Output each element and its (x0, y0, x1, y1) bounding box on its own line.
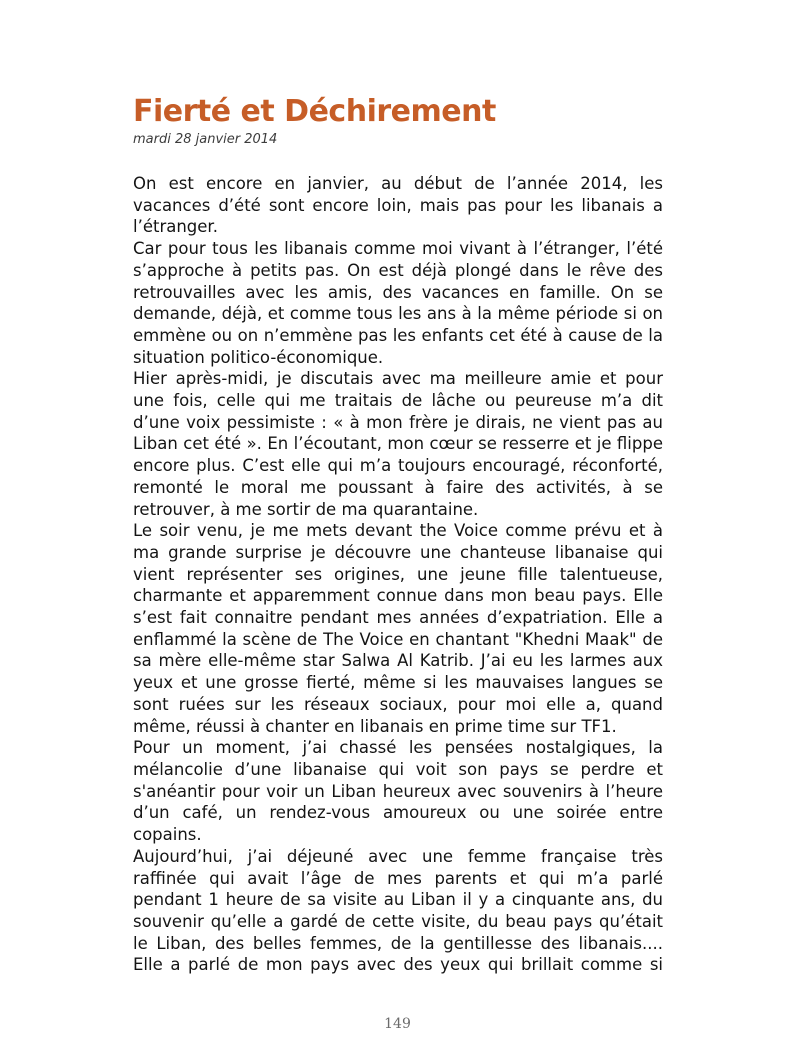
paragraph: On est encore en janvier, au début de l’année 2014, les vacances d’été sont encore loin, mais pas pour les libanais a l’étranger. (133, 174, 663, 237)
page-footer (0, 1013, 795, 1032)
article-content (133, 95, 663, 976)
paragraph: Aujourd’hui, j’ai déjeuné avec une femme française très raffinée qui avait l’âge de mes parents et qui m’a parlé pendant 1 heure de sa visite au Liban il y a cinquante ans, du souvenir qu’elle a gardé de cette visite, du beau pays qu’était le Liban, des belles femmes, de la gentillesse des libanais.... Elle a parlé de mon pays avec des yeux qui brillait comme si (133, 846, 663, 975)
paragraph: Le soir venu, je me mets devant the Voice comme prévu et à ma grande surprise je découvre une chanteuse libanaise qui vient représenter ses origines, une jeune fille talentueuse, charmante et apparemment connue dans mon beau pays. Elle s’est fait connaitre pendant mes années d’expatriation. Elle a enflammé la scène de The Voice en chantant "Khedni Maak" de sa mère elle-même star Salwa Al Katrib. J’ai eu les larmes aux yeux et une grosse fierté, même si les mauvaises langues se sont ruées sur les réseaux sociaux, pour moi elle a, quand même, réussi à chanter en libanais en prime time sur TF1. (133, 521, 663, 736)
article-body (133, 173, 663, 976)
paragraph: Hier après-midi, je discutais avec ma meilleure amie et pour une fois, celle qui me traitais de lâche ou peureuse m’a dit d’une voix pessimiste : « à mon frère je dirais, ne vient pas au Liban cet été ». En l’écoutant, mon cœur se resserre et je flippe encore plus. C’est elle qui m’a toujours encouragé, réconforté, remonté le moral me poussant à faire des activités, à se retrouver, à me sortir de ma quarantaine. (133, 369, 663, 519)
article-title: Fierté et Déchirement (133, 94, 496, 129)
page-number: 149 (384, 1016, 411, 1032)
article-date: mardi 28 janvier 2014 (133, 132, 278, 147)
paragraph: Pour un moment, j’ai chassé les pensées nostalgiques, la mélancolie d’une libanaise qui voit son pays se perdre et s'anéantir pour voir un Liban heureux avec souvenirs à l’heure d’un café, un rendez-vous amoureux ou une soirée entre copains. (133, 738, 663, 845)
article-header (133, 95, 663, 148)
paragraph: Car pour tous les libanais comme moi vivant à l’étranger, l’été s’approche à petits pas. On est déjà plongé dans le rêve des retrouvailles avec les amis, des vacances en famille. On se demande, déjà, et comme tous les ans à la même période si on emmène ou on n’emmène pas les enfants cet été à cause de la situation politico-économique. (133, 239, 663, 367)
